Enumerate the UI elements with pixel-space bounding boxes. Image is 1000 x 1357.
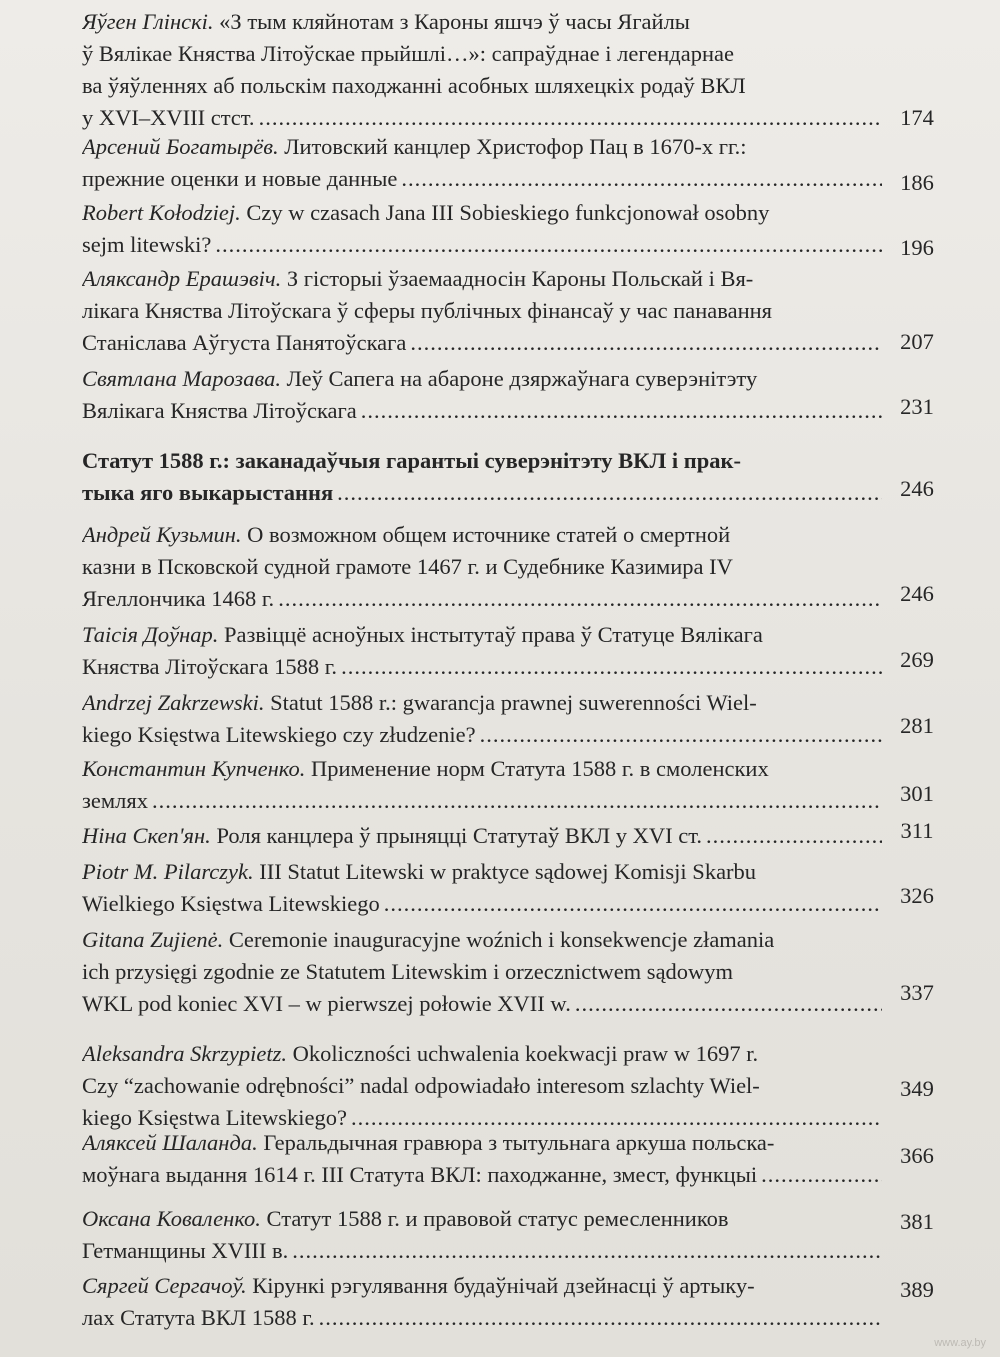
- toc-entry-line: [82, 102, 882, 134]
- toc-entry[interactable]: [82, 6, 882, 134]
- toc-entry[interactable]: [82, 1127, 882, 1191]
- toc-title-text: Станіслава Аўгуста Панятоўскага: [82, 330, 407, 355]
- toc-author: Аляксей Шаланда.: [82, 1130, 258, 1155]
- toc-title-text: sejm litewski?: [82, 232, 212, 257]
- toc-title-text: З гісторыі ўзаемаадносін Кароны Польскай і Вя-: [286, 266, 754, 291]
- toc-entry-line: [82, 956, 882, 988]
- toc-title-text: Роля канцлера ў прыняцці Статутаў ВКЛ у XVI ст.: [216, 823, 703, 848]
- toc-title-text: Statut 1588 r.: gwarancja prawnej suwerenności Wiel-: [270, 690, 757, 715]
- dot-leader: [401, 163, 882, 195]
- toc-page-number[interactable]: 301: [900, 781, 934, 806]
- toc-entry-line: [82, 295, 882, 327]
- toc-page-number[interactable]: 389: [900, 1277, 934, 1302]
- toc-entry[interactable]: [82, 197, 882, 261]
- toc-entry-line: [82, 1070, 882, 1102]
- toc-author: Сяргей Сергачоў.: [82, 1273, 247, 1298]
- toc-page-number[interactable]: 196: [900, 235, 934, 260]
- toc-title-text: Литовский канцлер Христофор Пац в 1670-х гг.:: [284, 134, 747, 159]
- dot-leader: [761, 1159, 882, 1191]
- toc-title-text: лікага Княства Літоўскага ў сферы публічных фінансаў у час панавання: [82, 298, 773, 323]
- dot-leader: [341, 651, 882, 683]
- toc-entry-line: [82, 263, 882, 295]
- toc-title-text: Ягеллончика 1468 г.: [82, 586, 275, 611]
- toc-page-number[interactable]: 246: [900, 476, 934, 501]
- toc-entry-line: [82, 363, 882, 395]
- toc-entry-line: [82, 651, 882, 683]
- toc-title-text: kiego Księstwa Litewskiego?: [82, 1105, 347, 1130]
- toc-page-number[interactable]: 186: [900, 170, 934, 195]
- toc-author: Piotr M. Pilarczyk.: [82, 859, 254, 884]
- toc-author: Арсений Богатырёв.: [82, 134, 279, 159]
- toc-entry[interactable]: [82, 753, 882, 817]
- toc-entry-line: [82, 1159, 882, 1191]
- toc-entry-line: [82, 1038, 882, 1070]
- dot-leader: [410, 327, 882, 359]
- dot-leader: [215, 229, 882, 261]
- dot-leader: [480, 719, 882, 751]
- toc-entry[interactable]: [82, 363, 882, 427]
- toc-entry-line: [82, 519, 882, 551]
- toc-entry-line: [82, 1127, 882, 1159]
- dot-leader: [361, 395, 882, 427]
- toc-entry[interactable]: [82, 687, 882, 751]
- toc-entry[interactable]: [82, 1038, 882, 1134]
- toc-title-text: ich przysięgi zgodnie ze Statutem Litewskim i orzecznictwem sądowym: [82, 959, 734, 984]
- toc-entry-line: [82, 1270, 882, 1302]
- dot-leader: [259, 102, 882, 134]
- toc-entry-line: [82, 583, 882, 615]
- toc-author: Таісія Доўнар.: [82, 622, 219, 647]
- toc-entry[interactable]: [82, 131, 882, 195]
- toc-title-text: Кірункі рэгулявання будаўнічай дзейнасці ў артыку-: [252, 1273, 755, 1298]
- toc-entry-line: [82, 197, 882, 229]
- toc-page-number[interactable]: 207: [900, 329, 934, 354]
- toc-entry[interactable]: [82, 924, 882, 1020]
- toc-entry[interactable]: [82, 856, 882, 920]
- toc-page-number[interactable]: 366: [900, 1143, 934, 1168]
- toc-title-text: землях: [82, 788, 148, 813]
- dot-leader: [292, 1235, 882, 1267]
- toc-title-text: лах Статута ВКЛ 1588 г.: [82, 1305, 315, 1330]
- toc-entry-line: [82, 6, 882, 38]
- toc-entry-line: [82, 229, 882, 261]
- toc-page-number[interactable]: 246: [900, 581, 934, 606]
- toc-title-text: ў Вялікае Княства Літоўскае прыйшлі…»: сапраўднае і легендарнае: [82, 41, 734, 66]
- toc-entry-line: [82, 1302, 882, 1334]
- dot-leader: [575, 988, 882, 1020]
- dot-leader: [319, 1302, 882, 1334]
- toc-entry[interactable]: [82, 263, 882, 359]
- toc-title-text: Развіццё асноўных інстытутаў права ў Статуце Вялікага: [224, 622, 763, 647]
- toc-author: Robert Kołodziej.: [82, 200, 241, 225]
- toc-entry-line: [82, 163, 882, 195]
- toc-page-number[interactable]: 311: [900, 818, 934, 843]
- dot-leader: [384, 888, 882, 920]
- toc-entry[interactable]: [82, 1270, 882, 1334]
- toc-page-number[interactable]: 326: [900, 883, 934, 908]
- toc-title-text: III Statut Litewski w praktyce sądowej Komisji Skarbu: [259, 859, 757, 884]
- toc-author: Gitana Zujienė.: [82, 927, 224, 952]
- toc-title-text: у XVI–XVIII стст.: [82, 105, 255, 130]
- toc-entry-line: [82, 924, 882, 956]
- toc-title-text: Ceremonie inauguracyjne woźnich i konsekwencje złamania: [228, 927, 775, 952]
- toc-entry-line: [82, 820, 882, 852]
- dot-leader: [706, 820, 882, 852]
- toc-entry-line: [82, 1235, 882, 1267]
- toc-page-number[interactable]: 281: [900, 713, 934, 738]
- toc-title-text: Геральдычная гравюра з тытульнага аркуша польска-: [263, 1130, 775, 1155]
- toc-entry-line: [82, 687, 882, 719]
- toc-page-number[interactable]: 174: [900, 105, 934, 130]
- toc-title-text: прежние оценки и новые данные: [82, 166, 398, 191]
- toc-title-text: тыка яго выкарыстання: [82, 480, 334, 505]
- toc-entry-line: [82, 131, 882, 163]
- toc-entry-line: [82, 70, 882, 102]
- toc-title-text: Czy “zachowanie odrębności” nadal odpowiadało interesom szlachty Wiel-: [82, 1073, 760, 1098]
- toc-title-text: Применение норм Статута 1588 г. в смоленских: [310, 756, 769, 781]
- toc-title-text: ва ўяўленнях аб польскім паходжанні асобных шляхецкіх родаў ВКЛ: [82, 73, 746, 98]
- toc-title-text: моўнага выдання 1614 г. III Статута ВКЛ: паходжанне, змест, функцыі: [82, 1162, 758, 1187]
- toc-entry-line: [82, 395, 882, 427]
- toc-page-number[interactable]: 349: [900, 1076, 934, 1101]
- toc-title-text: Леў Сапега на абароне дзяржаўнага суверэнітэту: [286, 366, 758, 391]
- toc-title-text: Гетманщины XVIII в.: [82, 1238, 289, 1263]
- toc-title-text: WKL pod koniec XVI – w pierwszej połowie XVII w.: [82, 991, 571, 1016]
- toc-title-text: kiego Księstwa Litewskiego czy złudzenie?: [82, 722, 476, 747]
- toc-page-number[interactable]: 381: [900, 1209, 934, 1234]
- toc-title-text: Okoliczności uchwalenia koekwacji praw w 1697 r.: [292, 1041, 759, 1066]
- toc-entry-line: [82, 719, 882, 751]
- toc-author: Andrzej Zakrzewski.: [82, 690, 265, 715]
- toc-section-heading[interactable]: [82, 445, 882, 509]
- toc-title-text: «З тым кляйнотам з Кароны яшчэ ў часы Ягайлы: [219, 9, 690, 34]
- toc-page-number[interactable]: 269: [900, 647, 934, 672]
- toc-entry-line: [82, 619, 882, 651]
- dot-leader: [278, 583, 882, 615]
- toc-entry-line: [82, 888, 882, 920]
- toc-title-text: О возможном общем источнике статей о смертной: [247, 522, 731, 547]
- toc-entry[interactable]: [82, 519, 882, 615]
- toc-entry-line: [82, 551, 882, 583]
- dot-leader: [152, 785, 882, 817]
- toc-entry-line: [82, 1203, 882, 1235]
- toc-author: Аляксандр Ерашэвіч.: [82, 266, 282, 291]
- toc-title-text: Статут 1588 г.: заканадаўчыя гарантыі суверэнітэту ВКЛ і прак-: [82, 448, 741, 473]
- toc-author: Ніна Скеп'ян.: [82, 823, 211, 848]
- toc-entry-line: [82, 445, 882, 477]
- toc-entry-line: [82, 753, 882, 785]
- toc-author: Константин Купченко.: [82, 756, 306, 781]
- toc-page-number[interactable]: 337: [900, 980, 934, 1005]
- toc-author: Оксана Коваленко.: [82, 1206, 261, 1231]
- watermark: www.ay.by: [934, 1337, 986, 1349]
- toc-author: Андрей Кузьмин.: [82, 522, 242, 547]
- toc-entry[interactable]: [82, 820, 882, 852]
- toc-title-text: Статут 1588 г. и правовой статус ремесленников: [266, 1206, 729, 1231]
- toc-entry[interactable]: [82, 1203, 882, 1267]
- toc-entry[interactable]: [82, 619, 882, 683]
- toc-entry-line: [82, 856, 882, 888]
- toc-entry-line: [82, 327, 882, 359]
- toc-title-text: Wielkiego Księstwa Litewskiego: [82, 891, 380, 916]
- toc-author: Святлана Марозава.: [82, 366, 281, 391]
- toc-title-text: Вялікага Княства Літоўскага: [82, 398, 357, 423]
- toc-author: Яўген Глінскі.: [82, 9, 214, 34]
- toc-entry-line: [82, 38, 882, 70]
- dot-leader: [337, 477, 882, 509]
- toc-page-number[interactable]: 231: [900, 394, 934, 419]
- toc-entry-line: [82, 988, 882, 1020]
- toc-entry-line: [82, 785, 882, 817]
- toc-title-text: Czy w czasach Jana III Sobieskiego funkcjonował osobny: [246, 200, 770, 225]
- toc-entry-line: [82, 477, 882, 509]
- toc-author: Aleksandra Skrzypietz.: [82, 1041, 287, 1066]
- toc-title-text: казни в Псковской судной грамоте 1467 г. и Судебнике Казимира IV: [82, 554, 733, 579]
- toc-title-text: Княства Літоўскага 1588 г.: [82, 654, 338, 679]
